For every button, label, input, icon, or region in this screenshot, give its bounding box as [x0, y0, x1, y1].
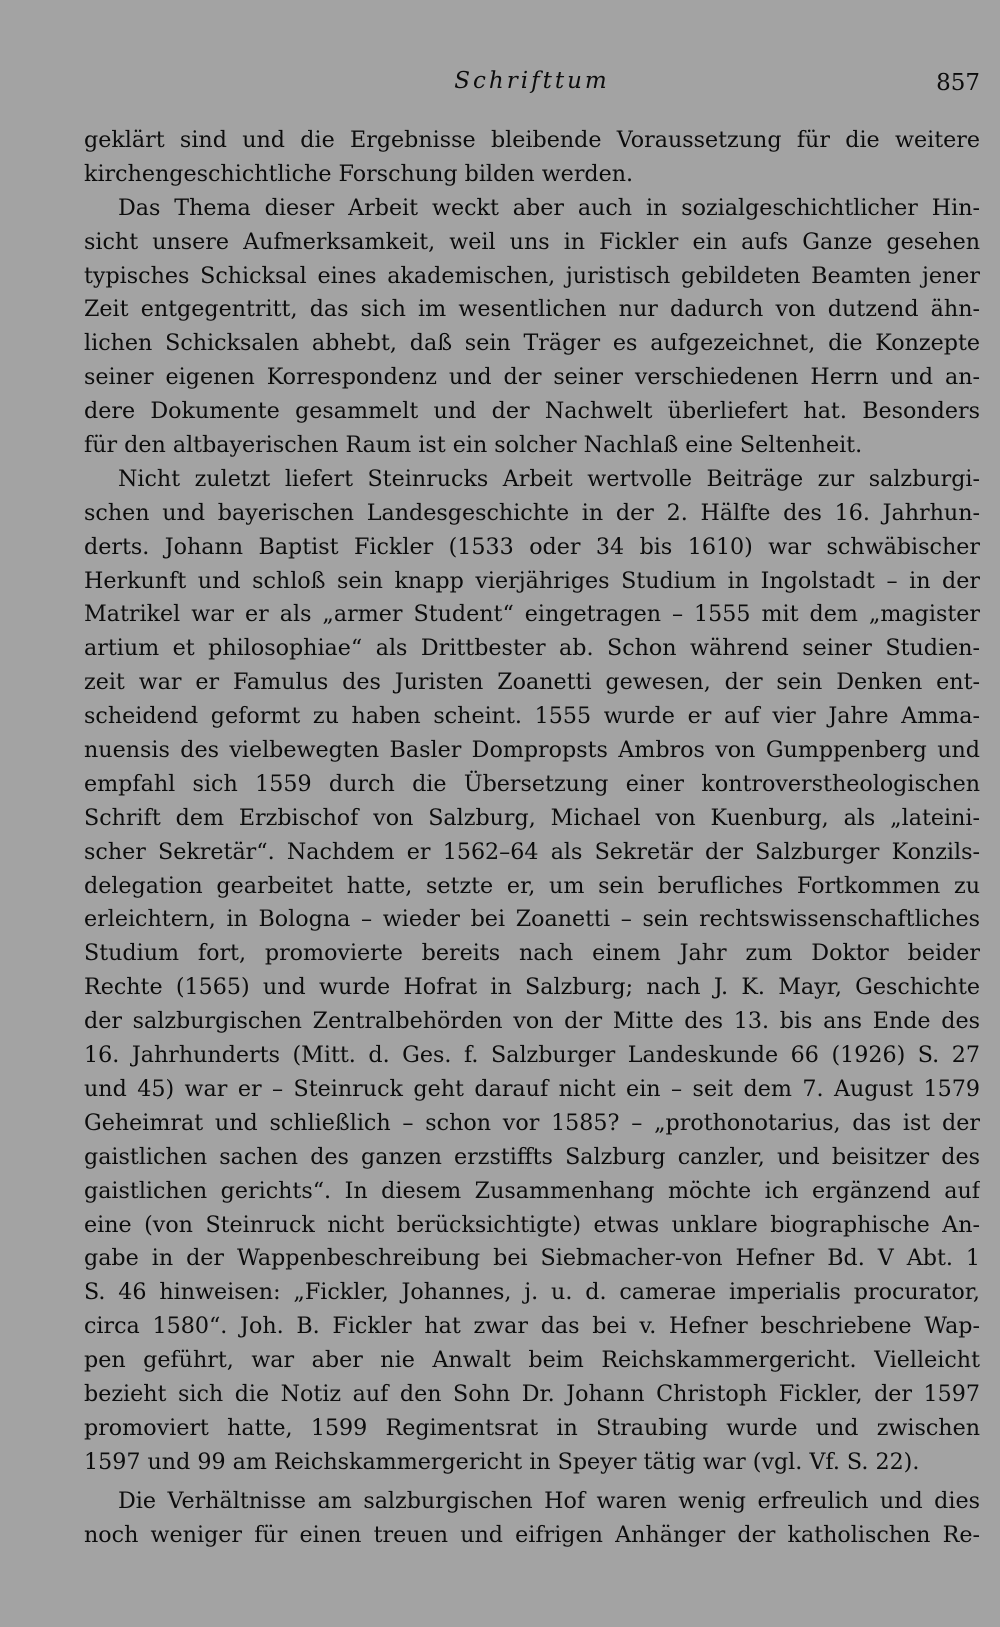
- text-line: sicht unsere Aufmerksamkeit, weil uns in Fickler ein aufs Ganze gesehen: [84, 228, 980, 255]
- running-head: [84, 68, 980, 104]
- text-line: erleichtern, in Bologna – wieder bei Zoanetti – sein rechtswissenschaftliches: [84, 906, 980, 933]
- body-text: [84, 124, 980, 1552]
- text-line: nuensis des vielbewegten Basler Dompropsts Ambros von Gumppenberg und: [84, 737, 980, 764]
- text-line: promoviert hatte, 1599 Regimentsrat in Straubing wurde und zwischen: [84, 1414, 980, 1441]
- text-line: gabe in der Wappenbeschreibung bei Siebmacher-von Hefner Bd. V Abt. 1: [84, 1245, 980, 1272]
- text-line: zeit war er Famulus des Juristen Zoanetti gewesen, der sein Denken ent-: [84, 669, 980, 696]
- text-line: circa 1580“. Joh. B. Fickler hat zwar das bei v. Hefner beschriebene Wap-: [84, 1313, 980, 1340]
- text-line: typisches Schicksal eines akademischen, juristisch gebildeten Beamten jener: [84, 262, 980, 289]
- text-line: seiner eigenen Korrespondenz und der seiner verschiedenen Herrn und an-: [84, 364, 980, 391]
- text-line: gaistlichen sachen des ganzen erzstiffts Salzburg canzler, und beisitzer des: [84, 1143, 980, 1170]
- text-line: der salzburgischen Zentralbehörden von der Mitte des 13. bis ans Ende des: [84, 1008, 980, 1035]
- text-line: Nicht zuletzt liefert Steinrucks Arbeit wertvolle Beiträge zur salzburgi-: [118, 465, 980, 492]
- text-line: bezieht sich die Notiz auf den Sohn Dr. Johann Christoph Fickler, der 1597: [84, 1380, 980, 1407]
- text-line: delegation gearbeitet hatte, setzte er, um sein berufliches Fortkommen zu: [84, 872, 980, 899]
- text-line: schen und bayerischen Landesgeschichte in der 2. Hälfte des 16. Jahrhun-: [84, 499, 980, 526]
- text-line: noch weniger für einen treuen und eifrigen Anhänger der katholischen Re-: [84, 1521, 980, 1548]
- text-line: artium et philosophiae“ als Drittbester ab. Schon während seiner Studien-: [84, 635, 980, 662]
- text-line: Rechte (1565) und wurde Hofrat in Salzburg; nach J. K. Mayr, Geschichte: [84, 974, 980, 1001]
- text-line: derts. Johann Baptist Fickler (1533 oder 34 bis 1610) war schwäbischer: [84, 533, 980, 560]
- text-line: scheidend geformt zu haben scheint. 1555 wurde er auf vier Jahre Amma-: [84, 703, 980, 730]
- text-line: Herkunft und schloß sein knapp vierjähriges Studium in Ingolstadt – in der: [84, 567, 980, 594]
- text-line: empfahl sich 1559 durch die Übersetzung einer kontroverstheologischen: [84, 770, 980, 797]
- text-line: Das Thema dieser Arbeit weckt aber auch in sozialgeschichtlicher Hin-: [118, 194, 980, 221]
- text-line: pen geführt, war aber nie Anwalt beim Reichskammergericht. Vielleicht: [84, 1347, 980, 1374]
- text-line: Zeit entgegentritt, das sich im wesentlichen nur dadurch von dutzend ähn-: [84, 296, 980, 323]
- text-line: Die Verhältnisse am salzburgischen Hof waren wenig erfreulich und dies: [118, 1487, 980, 1514]
- text-line: eine (von Steinruck nicht berücksichtigte) etwas unklare biographische An-: [84, 1211, 980, 1238]
- page-number: 857: [936, 70, 980, 96]
- text-line: Geheimrat und schließlich – schon vor 1585? – „prothonotarius, das ist der: [84, 1109, 980, 1136]
- text-line: S. 46 hinweisen: „Fickler, Johannes, j. u. d. camerae imperialis procurator,: [84, 1279, 980, 1306]
- text-line: scher Sekretär“. Nachdem er 1562–64 als Sekretär der Salzburger Konzils-: [84, 838, 980, 865]
- text-line: für den altbayerischen Raum ist ein solcher Nachlaß eine Seltenheit.: [84, 432, 863, 459]
- text-line: Studium fort, promovierte bereits nach einem Jahr zum Doktor beider: [84, 940, 980, 967]
- running-head-title: Schrifttum: [454, 68, 610, 94]
- text-line: gaistlichen gerichts“. In diesem Zusammenhang möchte ich ergänzend auf: [84, 1177, 980, 1204]
- text-line: und 45) war er – Steinruck geht darauf nicht ein – seit dem 7. August 1579: [84, 1075, 980, 1102]
- text-line: kirchengeschichtliche Forschung bilden werden.: [84, 160, 634, 187]
- text-line: Schrift dem Erzbischof von Salzburg, Michael von Kuenburg, als „lateini-: [84, 804, 980, 831]
- text-line: dere Dokumente gesammelt und der Nachwelt überliefert hat. Besonders: [84, 398, 980, 425]
- text-line: geklärt sind und die Ergebnisse bleibende Voraussetzung für die weitere: [84, 127, 980, 153]
- text-line: lichen Schicksalen abhebt, daß sein Träger es aufgezeichnet, die Konzepte: [84, 330, 980, 357]
- text-line: 16. Jahrhunderts (Mitt. d. Ges. f. Salzburger Landeskunde 66 (1926) S. 27: [84, 1042, 980, 1069]
- text-line: Matrikel war er als „armer Student“ eingetragen – 1555 mit dem „magister: [84, 601, 980, 628]
- text-line: 1597 und 99 am Reichskammergericht in Speyer tätig war (vgl. Vf. S. 22).: [84, 1448, 920, 1475]
